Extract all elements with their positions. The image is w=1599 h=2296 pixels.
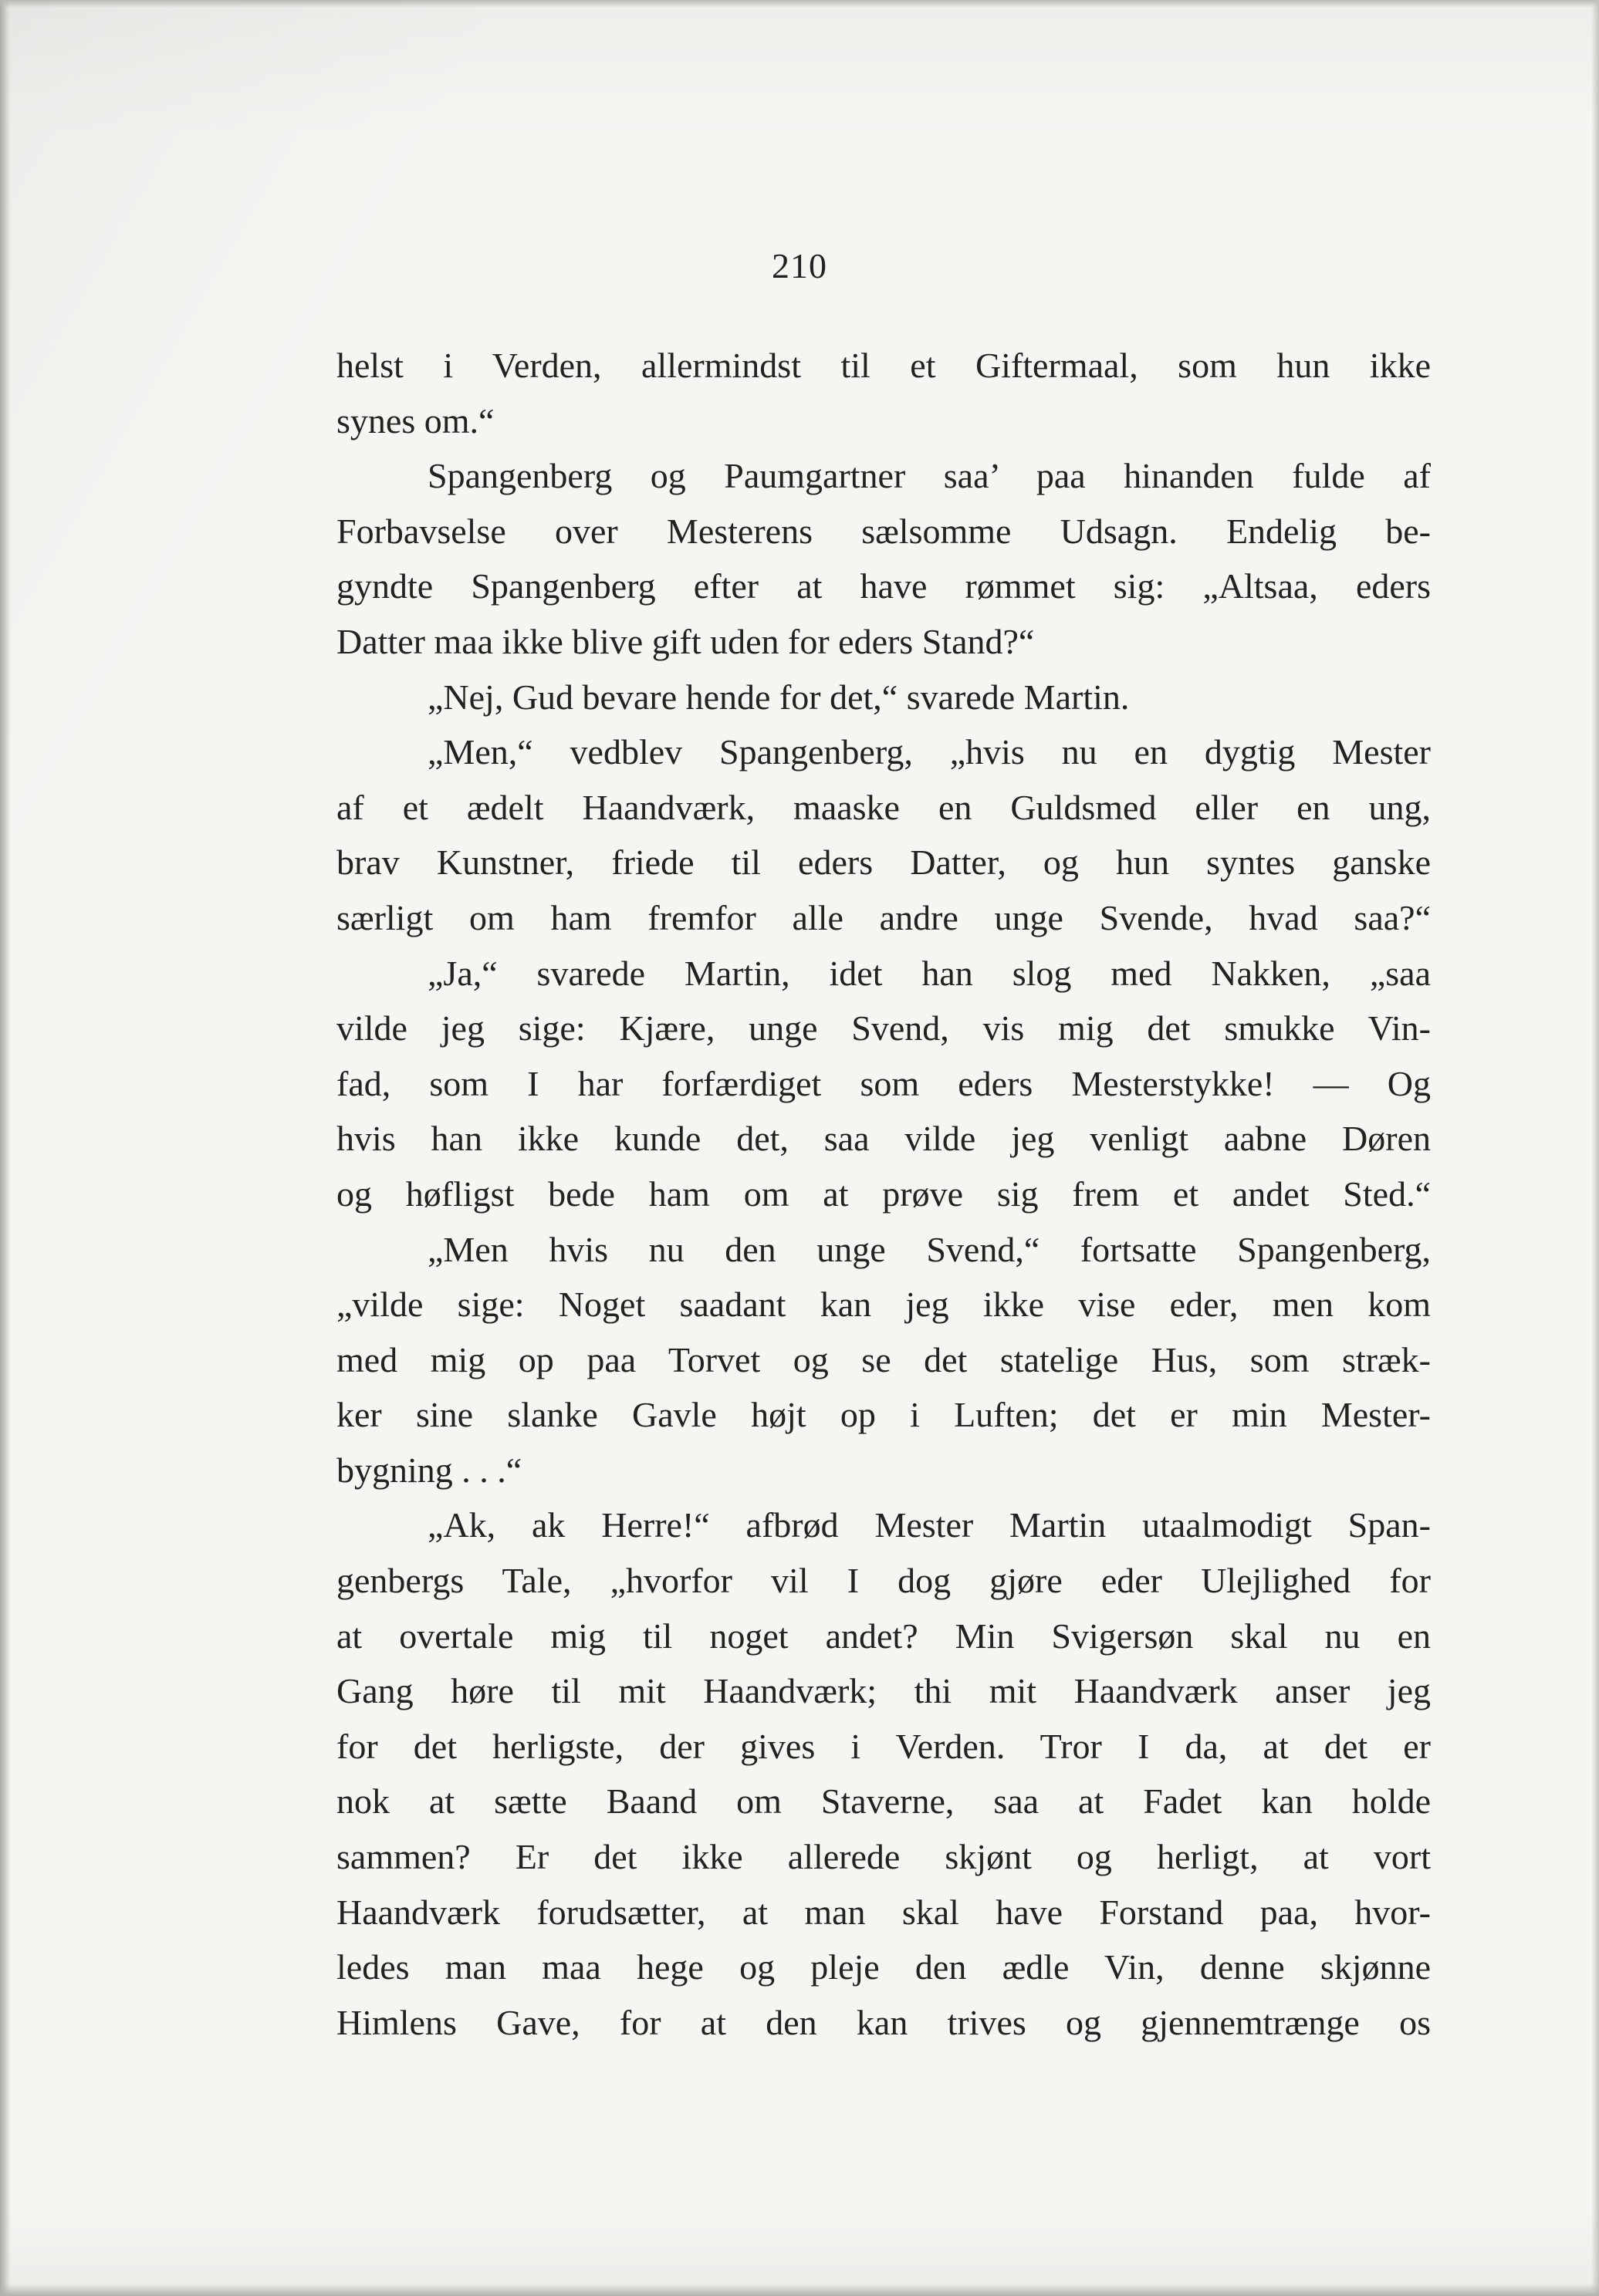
text-line: Datter maa ikke blive gift uden for eders Stand?“ <box>336 621 1035 661</box>
page-left-edge-shadow <box>0 0 11 2296</box>
text-line: „Ja,“ svarede Martin, idet han slog med Nakken, „saa <box>428 953 1431 993</box>
text-line: ledes man maa hege og pleje den ædle Vin, denne skjønne <box>336 1947 1431 1987</box>
text-line: „Men,“ vedblev Spangenberg, „hvis nu en dygtig Mester <box>428 732 1431 772</box>
text-line: „vilde sige: Noget saadant kan jeg ikke vise eder, men kom <box>336 1285 1431 1325</box>
page-bottom-edge-shadow <box>0 2284 1599 2296</box>
text-line: genbergs Tale, „hvorfor vil I dog gjøre eder Ulejlighed for <box>336 1561 1431 1601</box>
text-line: bygning . . .“ <box>336 1450 522 1490</box>
text-line: synes om.“ <box>336 400 495 441</box>
text-line: „Ak, ak Herre!“ afbrød Mester Martin utaalmodigt Span- <box>428 1505 1431 1545</box>
text-line: vilde jeg sige: Kjære, unge Svend, vis mig det smukke Vin- <box>336 1008 1431 1048</box>
text-line: med mig op paa Torvet og se det statelige Hus, som stræk- <box>336 1339 1431 1379</box>
text-line: at overtale mig til noget andet? Min Svigersøn skal nu en <box>336 1616 1431 1656</box>
text-line: Himlens Gave, for at den kan trives og gjennemtrænge os <box>336 2002 1431 2042</box>
text-line: „Nej, Gud bevare hende for det,“ svarede Martin. <box>428 677 1130 717</box>
page-number: 210 <box>772 246 827 285</box>
text-line: Spangenberg og Paumgartner saa’ paa hinanden fulde af <box>428 456 1431 496</box>
text-line: gyndte Spangenberg efter at have rømmet sig: „Altsaa, eders <box>336 566 1431 606</box>
page-top-edge-shadow <box>0 0 1599 8</box>
text-line: helst i Verden, allermindst til et Giftermaal, som hun ikke <box>336 346 1431 385</box>
text-line: Gang høre til mit Haandværk; thi mit Haandværk anser jeg <box>336 1671 1431 1711</box>
text-line: fad, som I har forfærdiget som eders Mesterstykke! — Og <box>336 1063 1431 1103</box>
text-line: hvis han ikke kunde det, saa vilde jeg venligt aabne Døren <box>336 1119 1431 1159</box>
text-line: særligt om ham fremfor alle andre unge Svende, hvad saa?“ <box>336 897 1431 937</box>
text-line: sammen? Er det ikke allerede skjønt og herligt, at vort <box>336 1837 1431 1877</box>
text-line: og høfligst bede ham om at prøve sig frem et andet Sted.“ <box>336 1173 1431 1214</box>
text-line: „Men hvis nu den unge Svend,“ fortsatte Spangenberg, <box>428 1229 1431 1269</box>
page-right-edge-shadow <box>1591 0 1599 2296</box>
text-line: nok at sætte Baand om Staverne, saa at Fadet kan holde <box>336 1781 1431 1822</box>
text-line: for det herligste, der gives i Verden. Tror I da, at det er <box>336 1726 1431 1766</box>
text-line: ker sine slanke Gavle højt op i Luften; det er min Mester- <box>336 1395 1431 1435</box>
text-line: af et ædelt Haandværk, maaske en Guldsmed eller en ung, <box>336 787 1431 827</box>
text-line: Forbavselse over Mesterens sælsomme Udsagn. Endelig be- <box>336 511 1431 551</box>
body-text <box>336 338 1431 2050</box>
text-line: brav Kunstner, friede til eders Datter, og hun syntes ganske <box>336 842 1431 883</box>
text-line: Haandværk forudsætter, at man skal have Forstand paa, hvor- <box>336 1892 1431 1932</box>
